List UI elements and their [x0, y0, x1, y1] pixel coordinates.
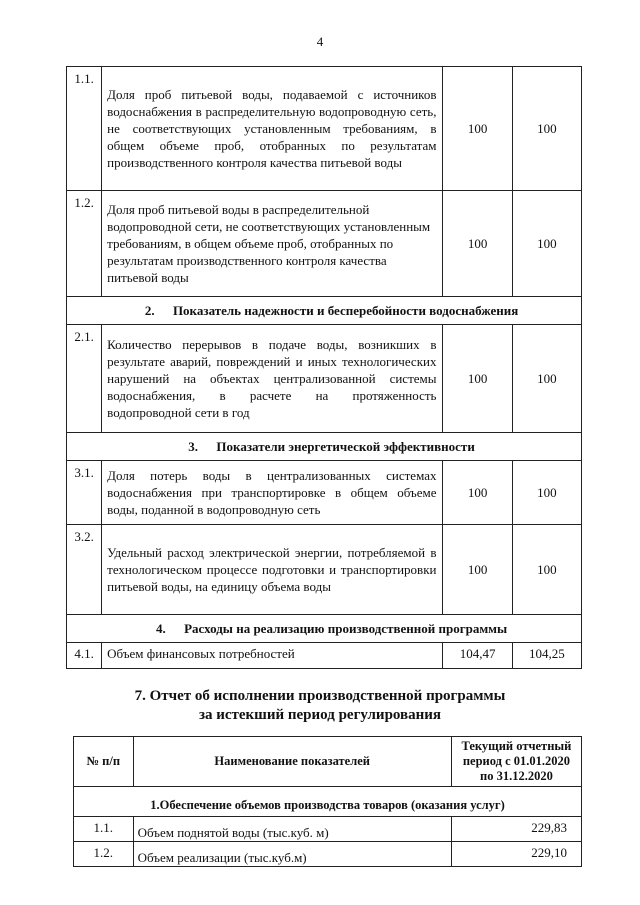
section-number: 4.: [155, 621, 166, 636]
row-value-2: 100: [512, 525, 581, 615]
section-number: 3.: [188, 439, 199, 454]
row-value-1: 100: [443, 67, 512, 191]
section-header-row: [67, 615, 582, 643]
page-number: 4: [316, 34, 324, 49]
row-description: Объем финансовых потребностей: [102, 643, 443, 669]
period-line-1: Текущий отчетный: [461, 739, 572, 753]
row-value-1: 100: [443, 525, 512, 615]
row-name: Объем поднятой воды (тыс.куб. м): [133, 817, 451, 842]
row-value: 229,83: [451, 817, 581, 842]
table-row: [67, 325, 582, 433]
row-number: 1.2.: [74, 842, 134, 867]
row-description: Доля проб питьевой воды, подаваемой с источников водоснабжения в распределительную водопроводную сеть, не соответствующих установленным требованиям, в общем объеме проб, отобранных по результатам производственного контроля качества питьевой воды: [102, 67, 443, 191]
row-value-1: 100: [443, 461, 512, 525]
column-header-number: № п/п: [74, 737, 134, 787]
period-line-3: по 31.12.2020: [480, 769, 553, 783]
section-title: Показатель надежности и бесперебойности водоснабжения: [172, 303, 519, 318]
table-row: [74, 842, 582, 867]
row-number: 4.1.: [67, 643, 102, 669]
table-row: [67, 191, 582, 297]
table-row: [67, 461, 582, 525]
row-description: Удельный расход электрической энергии, потребляемой в технологическом процессе подготовки и транспортировки питьевой воды, на единицу объема воды: [102, 525, 443, 615]
section-header-row: [74, 787, 582, 817]
row-value-2: 104,25: [512, 643, 581, 669]
row-number: 1.2.: [67, 191, 102, 297]
report-title: [0, 687, 640, 725]
table-row: [67, 643, 582, 669]
row-value-2: 100: [512, 325, 581, 433]
row-value-2: 100: [512, 461, 581, 525]
section-3-header: [67, 433, 582, 461]
row-description: Количество перерывов в подаче воды, возникших в результате аварий, повреждений и иных технологических нарушений на объектах централизованной системы водоснабжения, в расчете на протяженность водопроводной сети в год: [102, 325, 443, 433]
table-row: [74, 817, 582, 842]
report-title-line-1: 7. Отчет об исполнении производственной программы: [134, 688, 506, 704]
row-description: Доля потерь воды в централизованных системах водоснабжения при транспортировке в общем объеме воды, поданной в водопроводную сеть: [102, 461, 443, 525]
row-value: 229,10: [451, 842, 581, 867]
row-number: 1.1.: [67, 67, 102, 191]
row-number: 1.1.: [74, 817, 134, 842]
section-title: Показатели энергетической эффективности: [216, 439, 475, 454]
indicators-table: [66, 66, 582, 669]
row-number: 2.1.: [67, 325, 102, 433]
row-number: 3.1.: [67, 461, 102, 525]
section-1-header: 1.Обеспечение объемов производства товаров (оказания услуг): [74, 787, 582, 817]
section-number: 2.: [144, 303, 155, 318]
report-title-line-2: за истекший период регулирования: [198, 707, 442, 723]
row-description: Доля проб питьевой воды в распределительной водопроводной сети, не соответствующих установленным требованиям, в общем объеме проб, отобранных по результатам производственного контроля качества питьевой воды: [102, 191, 443, 297]
column-header-period: [451, 737, 581, 787]
row-value-2: 100: [512, 67, 581, 191]
row-value-1: 100: [443, 191, 512, 297]
period-line-2: период с 01.01.2020: [462, 754, 570, 768]
column-header-name: Наименование показателей: [133, 737, 451, 787]
report-table: [73, 736, 582, 867]
table-row: [67, 525, 582, 615]
row-value-1: 100: [443, 325, 512, 433]
header-row: [74, 737, 582, 787]
row-name: Объем реализации (тыс.куб.м): [133, 842, 451, 867]
section-header-row: [67, 433, 582, 461]
section-title: Расходы на реализацию производственной программы: [184, 621, 508, 636]
row-value-1: 104,47: [443, 643, 512, 669]
section-4-header: [67, 615, 582, 643]
row-number: 3.2.: [67, 525, 102, 615]
section-header-row: [67, 297, 582, 325]
table-row: [67, 67, 582, 191]
section-2-header: [67, 297, 582, 325]
row-value-2: 100: [512, 191, 581, 297]
